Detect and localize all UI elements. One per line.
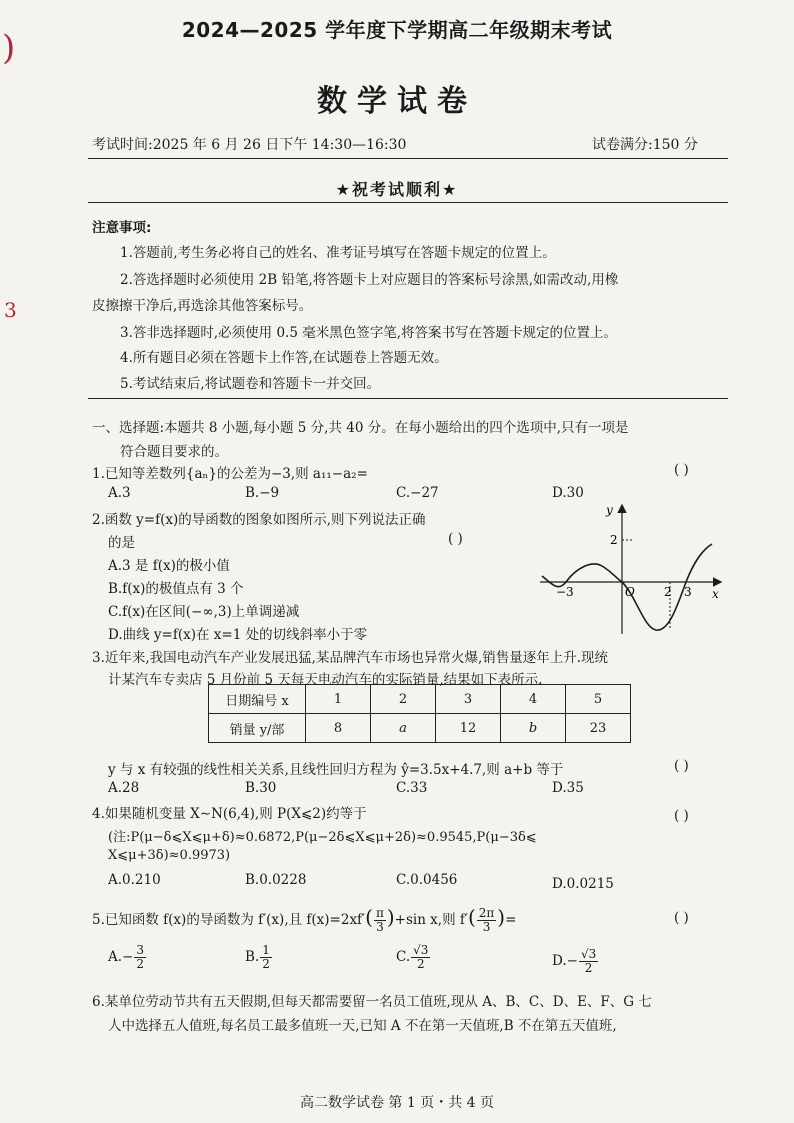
answer-paren: ( ) xyxy=(674,808,689,824)
table-header-cell: 日期编号 x xyxy=(209,685,306,714)
handwritten-mark: ) xyxy=(2,28,16,68)
q4-note-cont: X⩽μ+3δ)≈0.9973) xyxy=(108,848,231,863)
answer-paren: ( ) xyxy=(674,910,689,926)
table-cell: 23 xyxy=(566,714,631,743)
q3-stem: 3.近年来,我国电动汽车产业发展迅猛,某品牌汽车市场也异常火爆,销售量逐年上升.现统 xyxy=(92,650,609,666)
q3-option: A.28 xyxy=(108,780,140,796)
table-cell: 5 xyxy=(566,685,631,714)
q5-option: C. $\frac{√3}{2}$ xyxy=(396,943,429,971)
notes-bottom-divider xyxy=(88,398,728,399)
q5-stem-part: +sin x,则 f′ xyxy=(394,912,468,928)
blessing-banner: ★祝考试顺利★ xyxy=(335,180,459,199)
section-heading: 一、选择题:本题共 8 小题,每小题 5 分,共 40 分。在每小题给出的四个选项中,只有一项是 xyxy=(92,420,629,436)
note-item: 5.考试结束后,将试题卷和答题卡一并交回。 xyxy=(120,376,381,392)
q4-stem: 4.如果随机变量 X∼N(6,4),则 P(X⩽2)约等于 xyxy=(92,806,367,822)
answer-paren: ( ) xyxy=(448,531,463,547)
table-cell: b xyxy=(501,714,566,743)
note-item: 3.答非选择题时,必须使用 0.5 毫米黑色签字笔,将答案书写在答题卡规定的位置上。 xyxy=(120,325,618,341)
x-tick-label: 2 xyxy=(664,585,672,599)
answer-paren: ( ) xyxy=(674,462,689,478)
q1-stem: 1.已知等差数列{aₙ}的公差为−3,则 a₁₁−a₂= xyxy=(92,466,368,482)
note-item: 4.所有题目必须在答题卡上作答,在试题卷上答题无效。 xyxy=(120,350,448,366)
table-cell: 3 xyxy=(436,685,501,714)
q2-option: D.曲线 y=f(x)在 x=1 处的切线斜率小于零 xyxy=(108,627,368,643)
q2-stem: 2.函数 y=f(x)的导函数的图象如图所示,则下列说法正确 xyxy=(92,512,426,528)
note-item: 2.答选择题时必须使用 2B 铅笔,将答题卡上对应题目的答案标号涂黑,如需改动,用橡 xyxy=(120,272,619,288)
q6-stem-cont: 人中选择五人值班,每名员工最多值班一天,已知 A 不在第一天值班,B 不在第五天值班, xyxy=(108,1018,617,1034)
q4-option: B.0.0228 xyxy=(245,872,307,888)
q2-option: B.f(x)的极值点有 3 个 xyxy=(108,581,244,597)
q4-option: C.0.0456 xyxy=(396,872,458,888)
table-cell: 1 xyxy=(306,685,371,714)
q1-option: C.−27 xyxy=(396,485,439,501)
y-tick-label: 2 xyxy=(610,533,618,547)
exam-subtitle: 数学试卷 xyxy=(317,84,477,119)
note-item: 1.答题前,考生务必将自己的姓名、准考证号填写在答题卡规定的位置上。 xyxy=(120,245,556,261)
table-cell: 2 xyxy=(371,685,436,714)
table-header-cell: 销量 y/部 xyxy=(209,714,306,743)
header-divider xyxy=(88,158,728,159)
q4-note: (注:P(μ−δ⩽X⩽μ+δ)≈0.6872,P(μ−2δ⩽X⩽μ+2δ)≈0.9545,P(μ−3δ⩽ xyxy=(108,830,537,845)
q6-stem: 6.某单位劳动节共有五天假期,但每天都需要留一名员工值班,现从 A、B、C、D、E、F、G 七 xyxy=(92,994,652,1010)
q3-option: B.30 xyxy=(245,780,277,796)
table-cell: 12 xyxy=(436,714,501,743)
q3-stem-cont: y 与 x 有较强的线性相关关系,且线性回归方程为 ŷ=3.5x+4.7,则 a+b 等于 xyxy=(108,762,564,778)
handwritten-mark: 3 xyxy=(4,298,17,322)
q1-option: D.30 xyxy=(552,485,584,501)
sales-table xyxy=(208,684,631,743)
q5-stem-part: 5.已知函数 f(x)的导函数为 f′(x),且 f(x)=2xf′ xyxy=(92,912,366,928)
exam-time: 考试时间:2025 年 6 月 26 日下午 14:30—16:30 xyxy=(92,137,407,153)
q3-option: D.35 xyxy=(552,780,584,796)
table-row xyxy=(209,685,631,714)
full-score: 试卷满分:150 分 xyxy=(592,137,698,153)
q5-stem: 5.已知函数 f(x)的导函数为 f′(x),且 f(x)=2xf′( $\frac{\pi}{3}$ )+sin x,则 f′( $\frac{2\pi}{3}$ )= xyxy=(92,905,517,934)
x-tick-label: 3 xyxy=(684,585,692,599)
y-axis-label: y xyxy=(606,503,613,517)
origin-label: O xyxy=(625,585,635,599)
x-axis-label: x xyxy=(712,587,719,601)
answer-paren: ( ) xyxy=(674,758,689,774)
fraction: $\frac{\pi}{3}$ xyxy=(375,906,384,934)
q2-option: C.f(x)在区间(−∞,3)上单调递减 xyxy=(108,604,300,620)
q5-option: B. $\frac{1}{2}$ xyxy=(245,943,270,971)
exam-title: 2024—2025 学年度下学期高二年级期末考试 xyxy=(181,18,613,42)
table-cell: 4 xyxy=(501,685,566,714)
notes-heading: 注意事项: xyxy=(92,220,152,236)
fraction: $\frac{2\pi}{3}$ xyxy=(478,906,495,934)
q5-stem-part: = xyxy=(505,912,517,928)
notes-top-divider xyxy=(88,202,728,203)
q2-option: A.3 是 f(x)的极小值 xyxy=(108,558,230,574)
x-tick-label: −3 xyxy=(556,585,574,599)
q3-option: C.33 xyxy=(396,780,428,796)
derivative-graph xyxy=(536,500,726,640)
note-item: 皮擦擦干净后,再选涂其他答案标号。 xyxy=(92,298,313,314)
section-heading-cont: 符合题目要求的。 xyxy=(120,444,228,460)
q5-option: A.− $\frac{3}{2}$ xyxy=(108,943,144,971)
q5-option: D.− $\frac{√3}{2}$ xyxy=(552,947,597,975)
q4-option: A.0.210 xyxy=(108,872,161,888)
table-cell: a xyxy=(371,714,436,743)
q2-stem-cont: 的是 xyxy=(108,535,135,551)
table-cell: 8 xyxy=(306,714,371,743)
table-row xyxy=(209,714,631,743)
q1-option: B.−9 xyxy=(245,485,280,501)
q4-option: D.0.0215 xyxy=(552,876,614,892)
q3-stem-cont: 计某汽车专卖店 5 月份前 5 天每天电动汽车的实际销量,结果如下表所示. xyxy=(108,672,543,688)
q1-option: A.3 xyxy=(108,485,131,501)
page-footer: 高二数学试卷 第 1 页・共 4 页 xyxy=(299,1095,495,1111)
